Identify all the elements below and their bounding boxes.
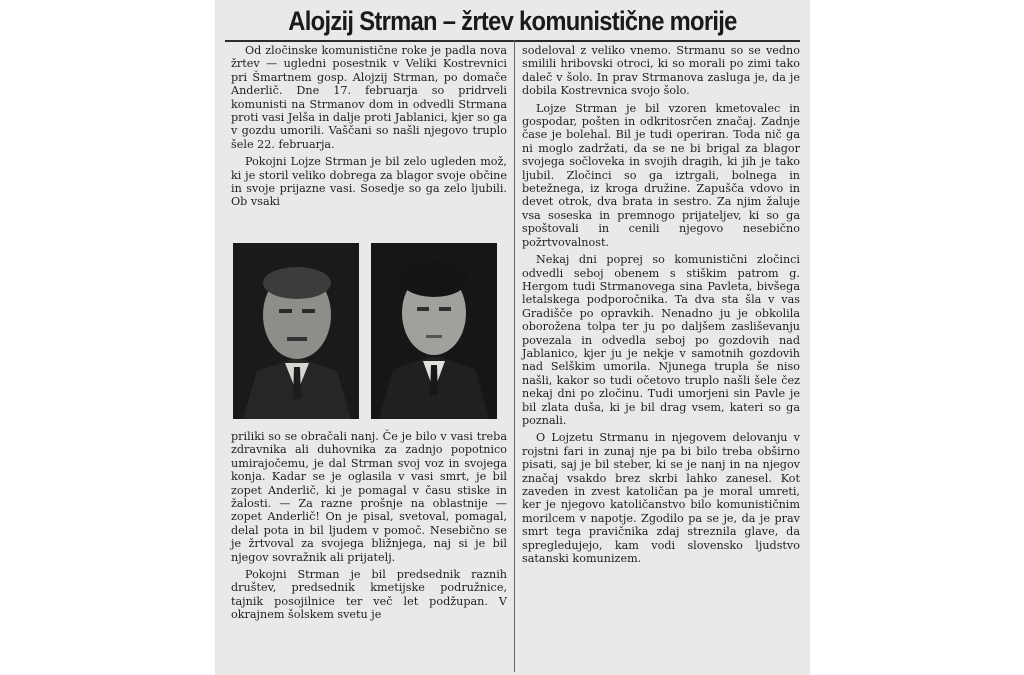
- paragraph: Pokojni Lojze Strman je bil zelo ugleden mož, ki je storil veliko dobrega za blagor svoje občine in svoje prijazne vasi. Sosedje so ga zelo ljubili. Ob vsaki: [231, 155, 507, 209]
- article-headline: Alojzij Strman – žrtev komunistične morije: [288, 6, 737, 36]
- paragraph: O Lojzetu Strmanu in njegovem delovanju v rojstni fari in zunaj nje pa bi bilo treba obširno pisati, saj je bil steber, ki se je nanj in na njegov značaj vsakdo brez skrbi lahko zanesel. Kot zaveden in zvest katoličan pa je moral umreti, ker je njegovo katoličanstvo bilo komunističnim morilcem v napotje. Zgodilo pa se je, da je prav smrt tega pravičnika zdaj streznila glave, da spregledujejo, kam vodi slovensko ljudstvo satanski komunizem.: [522, 431, 800, 566]
- portrait-photo-pavle: [371, 243, 497, 419]
- photo-pair: [233, 243, 505, 421]
- paragraph: Lojze Strman je bil vzoren kmetovalec in gospodar, pošten in odkritosrčen značaj. Zadnje čase je bolehal. Bil je tudi operiran. Toda nič ga ni moglo zadržati, da se ne bi brigal za blagor svojega sočloveka in svojih dragih, ki jih je tako ljubil. Zločinci so ga iztrgali, bolnega in betežnega, iz kroga družine. Zapušča vdovo in devet otrok, dva brata in sestro. Za njim žaluje vsa soseska in premnogo prijateljev, ki so ga spoštovali in cenili njegovo nesebično požrtvovalnost.: [522, 101, 800, 249]
- headline-rule: [225, 40, 800, 42]
- column-divider: [514, 40, 515, 672]
- portrait-older-man-icon: [233, 243, 359, 419]
- article-column-2: [522, 44, 800, 569]
- portrait-young-man-icon: [371, 243, 497, 419]
- paragraph: Nekaj dni poprej so komunistični zločinci odvedli seboj obenem s stiškim patrom g. Hergom tudi Strmanovega sina Pavleta, bivšega letalskega podporočnika. Ta dva sta šla v vas Gradišče po opravkih. Nenadno ju je obkolila oborožena tolpa ter ju po daljšem zasliševanju povezala in odvedla seboj po gozdovih nad Jablanico, kjer ju je nekje v samotnih gozdovih nad Selškim umorila. Njunega trupla še niso našli, kakor so tudi očetovo truplo našli šele čez nekaj dni po zločinu. Tudi umorjeni sin Pavle je bil zlata duša, ki je bil drag vsem, kateri so ga poznali.: [522, 253, 800, 427]
- paragraph: priliki so se obračali nanj. Če je bilo v vasi treba zdravnika ali duhovnika za zadnjo popotnico umirajočemu, je dal Strman svoj voz in svojega konja. Kadar se je oglasila v vasi smrt, je bil zopet Anderlič, ki je pomagal v času stiske in žalosti. — Za razne prošnje na oblastnije — zopet Anderlič! On je pisal, svetoval, pomagal, delal pota in bil ljudem v pomoč. Nesebično se je žrtvoval za svojega bližnjega, naj si je bil njegov sovražnik ali prijatelj.: [231, 430, 507, 564]
- portrait-photo-alojzij: [233, 243, 359, 419]
- newspaper-clipping: [215, 0, 810, 675]
- paragraph: Od zločinske komunistične roke je padla nova žrtev — ugledni posestnik v Veliki Kostrevnici pri Šmartnem gosp. Alojzij Strman, po domače Anderlič. Dne 17. februarja so pridrveli komunisti na Strmanov dom in odvedli Strmana proti vasi Jelša in dalje proti Jablanici, kjer so ga v gozdu umorili. Vaščani so našli njegovo truplo šele 22. februarja.: [231, 44, 507, 151]
- paragraph: Pokojni Strman je bil predsednik raznih društev, predsednik kmetijske podružnice, tajnik posojilnice ter več let podžupan. V okrajnem šolskem svetu je: [231, 568, 507, 622]
- article-column-1-upper: [231, 44, 507, 213]
- article-column-1-lower: [231, 430, 507, 626]
- paragraph: sodeloval z veliko vnemo. Strmanu so se vedno smilili hribovski otroci, ki so morali po zimi tako daleč v šolo. In prav Strmanova zasluga je, da je dobila Kostrevnica svojo šolo.: [522, 44, 800, 98]
